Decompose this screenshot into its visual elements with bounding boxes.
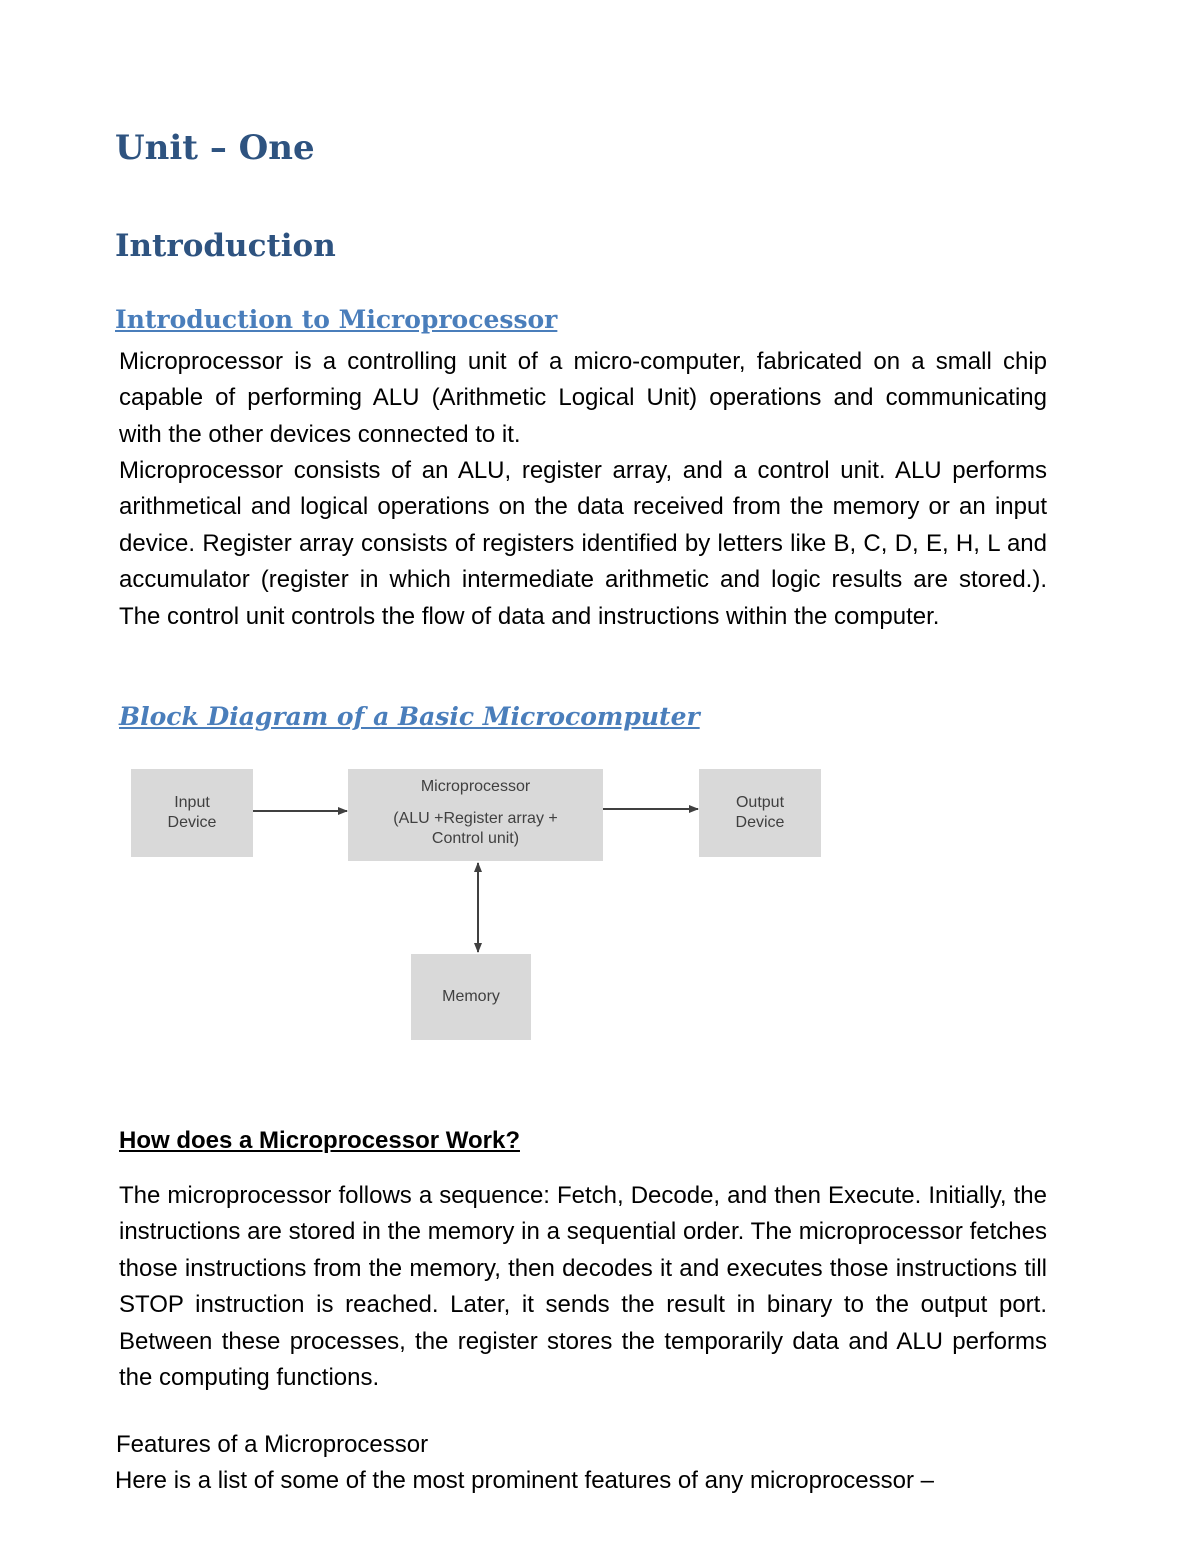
microprocessor-sublabel-2: Control unit) (431, 830, 520, 847)
features-line: Features of a Microprocessor (116, 1431, 429, 1458)
memory-label: Memory (442, 988, 500, 1005)
paragraph-how-works: The microprocessor follows a sequence: Fetch, Decode, and then Execute. Initially, the instructions are stored in the memory in a sequential order. The microprocessor fetches those instructions from the memory, then decodes it and executes those instructions till STOP instruction is reached. Later, it sends the result in binary to the output port. Between these processes, the register stores the temporarily data and ALU performs the computing functions. (119, 1182, 1047, 1392)
features-list-intro: Here is a list of some of the most prominent features of any microprocessor – (115, 1467, 935, 1494)
microprocessor-label: Microprocessor (420, 778, 531, 795)
intro-microprocessor-heading: Introduction to Microprocessor (115, 305, 558, 334)
block-diagram-title: Block Diagram of a Basic Microcomputer (119, 702, 700, 731)
paragraph-definition: Microprocessor is a controlling unit of a micro-computer, fabricated on a small chip capable of performing ALU (Arithmetic Logical Unit) operations and communicating with the other devices connected to it. (119, 348, 1047, 448)
input-device-label-1: Input (174, 794, 210, 811)
how-works-heading: How does a Microprocessor Work? (119, 1127, 520, 1154)
unit-heading: Unit – One (115, 128, 315, 168)
introduction-heading: Introduction (115, 228, 336, 264)
output-device-label-1: Output (735, 794, 785, 811)
microprocessor-sublabel-1: (ALU +Register array + (393, 810, 558, 827)
output-device-label-2: Device (735, 814, 785, 831)
paragraph-components: Microprocessor consists of an ALU, register array, and a control unit. ALU performs arithmetical and logical operations on the data received from the memory or an input device. Register array consists of registers identified by letters like B, C, D, E, H, L and accumulator (register in which intermediate arithmetic and logic results are stored.). The control unit controls the flow of data and instructions within the computer. (119, 457, 1047, 630)
input-device-label-2: Device (167, 814, 217, 831)
